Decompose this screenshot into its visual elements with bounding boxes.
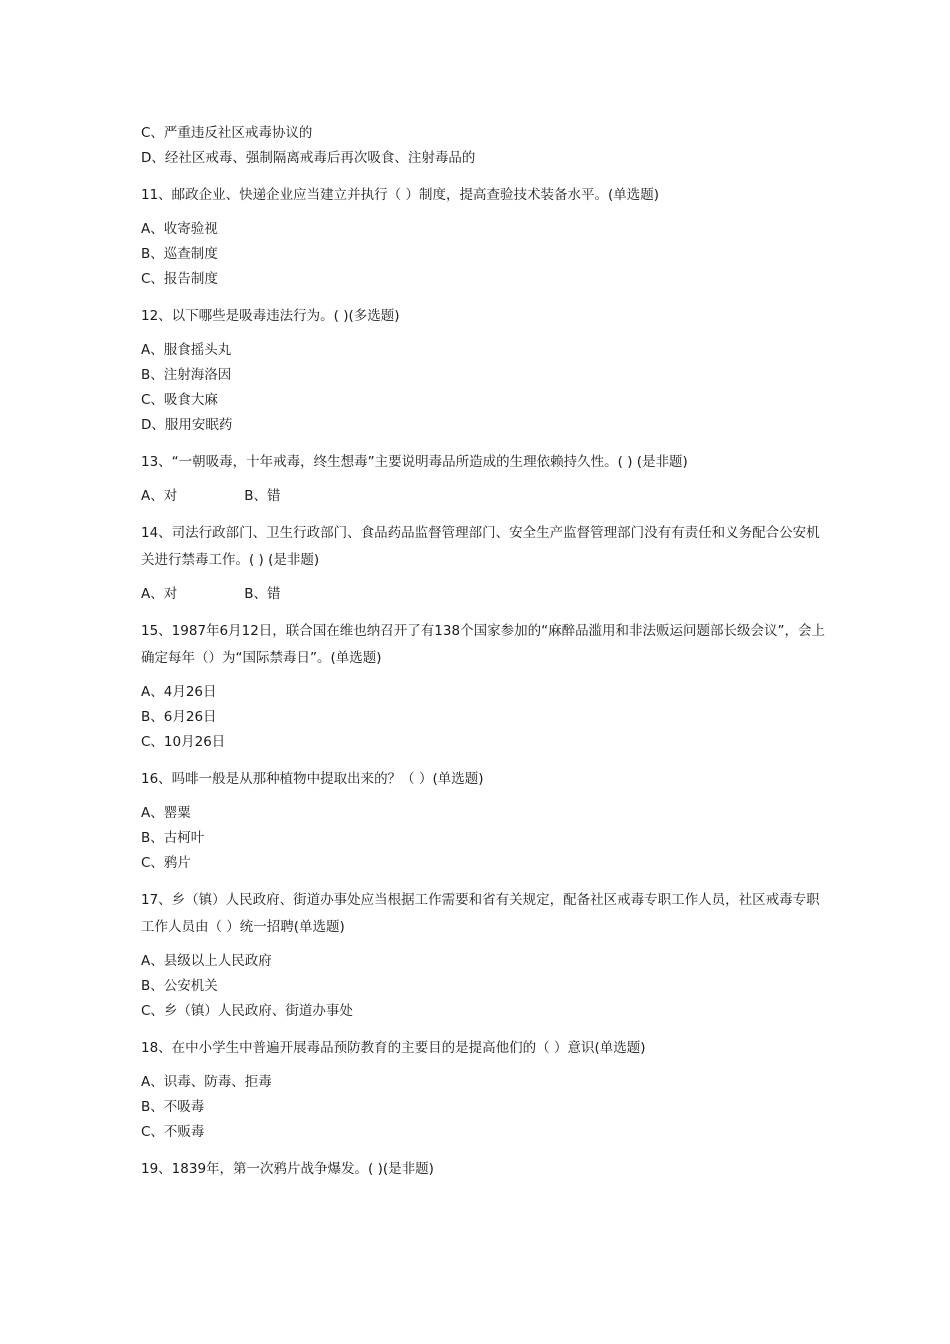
option-a: A、4月26日 [141,684,217,700]
question-15: 15、1987年6月12日，联合国在维也纳召开了有138个国家参加的“麻醉品滥用和非法贩运问题部长级会议”，会上确定每年（）为“国际禁毒日”。(单选题) [141,623,826,666]
question-13: 13、“一朝吸毒，十年戒毒，终生想毒”主要说明毒品所造成的生理依赖持久性。( ) (是非题) [141,454,688,470]
option-false: B、错 [244,488,281,504]
option-b: B、6月26日 [141,709,217,725]
option-b: B、巡查制度 [141,246,218,262]
option-a: A、收寄验视 [141,221,218,237]
true-false-options [141,582,831,607]
option-b: B、不吸毒 [141,1099,205,1115]
option-c: C、鸦片 [141,855,191,871]
question-17: 17、乡（镇）人民政府、街道办事处应当根据工作需要和省有关规定，配备社区戒毒专职工作人员，社区戒毒专职工作人员由（ ）统一招聘(单选题) [141,892,820,935]
option-true: A、对 [141,488,178,504]
option-b: B、古柯叶 [141,830,205,846]
true-false-options [141,484,831,509]
option-d: D、服用安眠药 [141,417,233,433]
question-12: 12、以下哪些是吸毒违法行为。( )(多选题) [141,308,400,324]
option-c: C、吸食大麻 [141,392,218,408]
question-19: 19、1839年，第一次鸦片战争爆发。( )(是非题) [141,1161,434,1177]
option-c: C、10月26日 [141,734,226,750]
question-list [141,121,831,1191]
option-c: C、报告制度 [141,271,218,287]
option-c: C、不贩毒 [141,1124,205,1140]
option-a: A、罂粟 [141,805,191,821]
question-18: 18、在中小学生中普遍开展毒品预防教育的主要目的是提高他们的（ ）意识(单选题) [141,1040,646,1056]
question-14: 14、司法行政部门、卫生行政部门、食品药品监督管理部门、安全生产监督管理部门没有有责任和义务配合公安机关进行禁毒工作。( ) (是非题) [141,525,820,568]
question-16: 16、吗啡一般是从那种植物中提取出来的？（ ）(单选题) [141,771,484,787]
option-a: A、服食摇头丸 [141,342,232,358]
option-d: D、经社区戒毒、强制隔离戒毒后再次吸食、注射毒品的 [141,150,476,166]
question-11: 11、邮政企业、快递企业应当建立并执行（ ）制度，提高查验技术装备水平。(单选题) [141,187,660,203]
option-b: B、公安机关 [141,978,218,994]
option-c: C、严重违反社区戒毒协议的 [141,125,313,141]
option-c: C、乡（镇）人民政府、街道办事处 [141,1003,353,1019]
option-false: B、错 [244,586,281,602]
option-b: B、注射海洛因 [141,367,232,383]
option-true: A、对 [141,586,178,602]
option-a: A、县级以上人民政府 [141,953,272,969]
option-a: A、识毒、防毒、拒毒 [141,1074,272,1090]
